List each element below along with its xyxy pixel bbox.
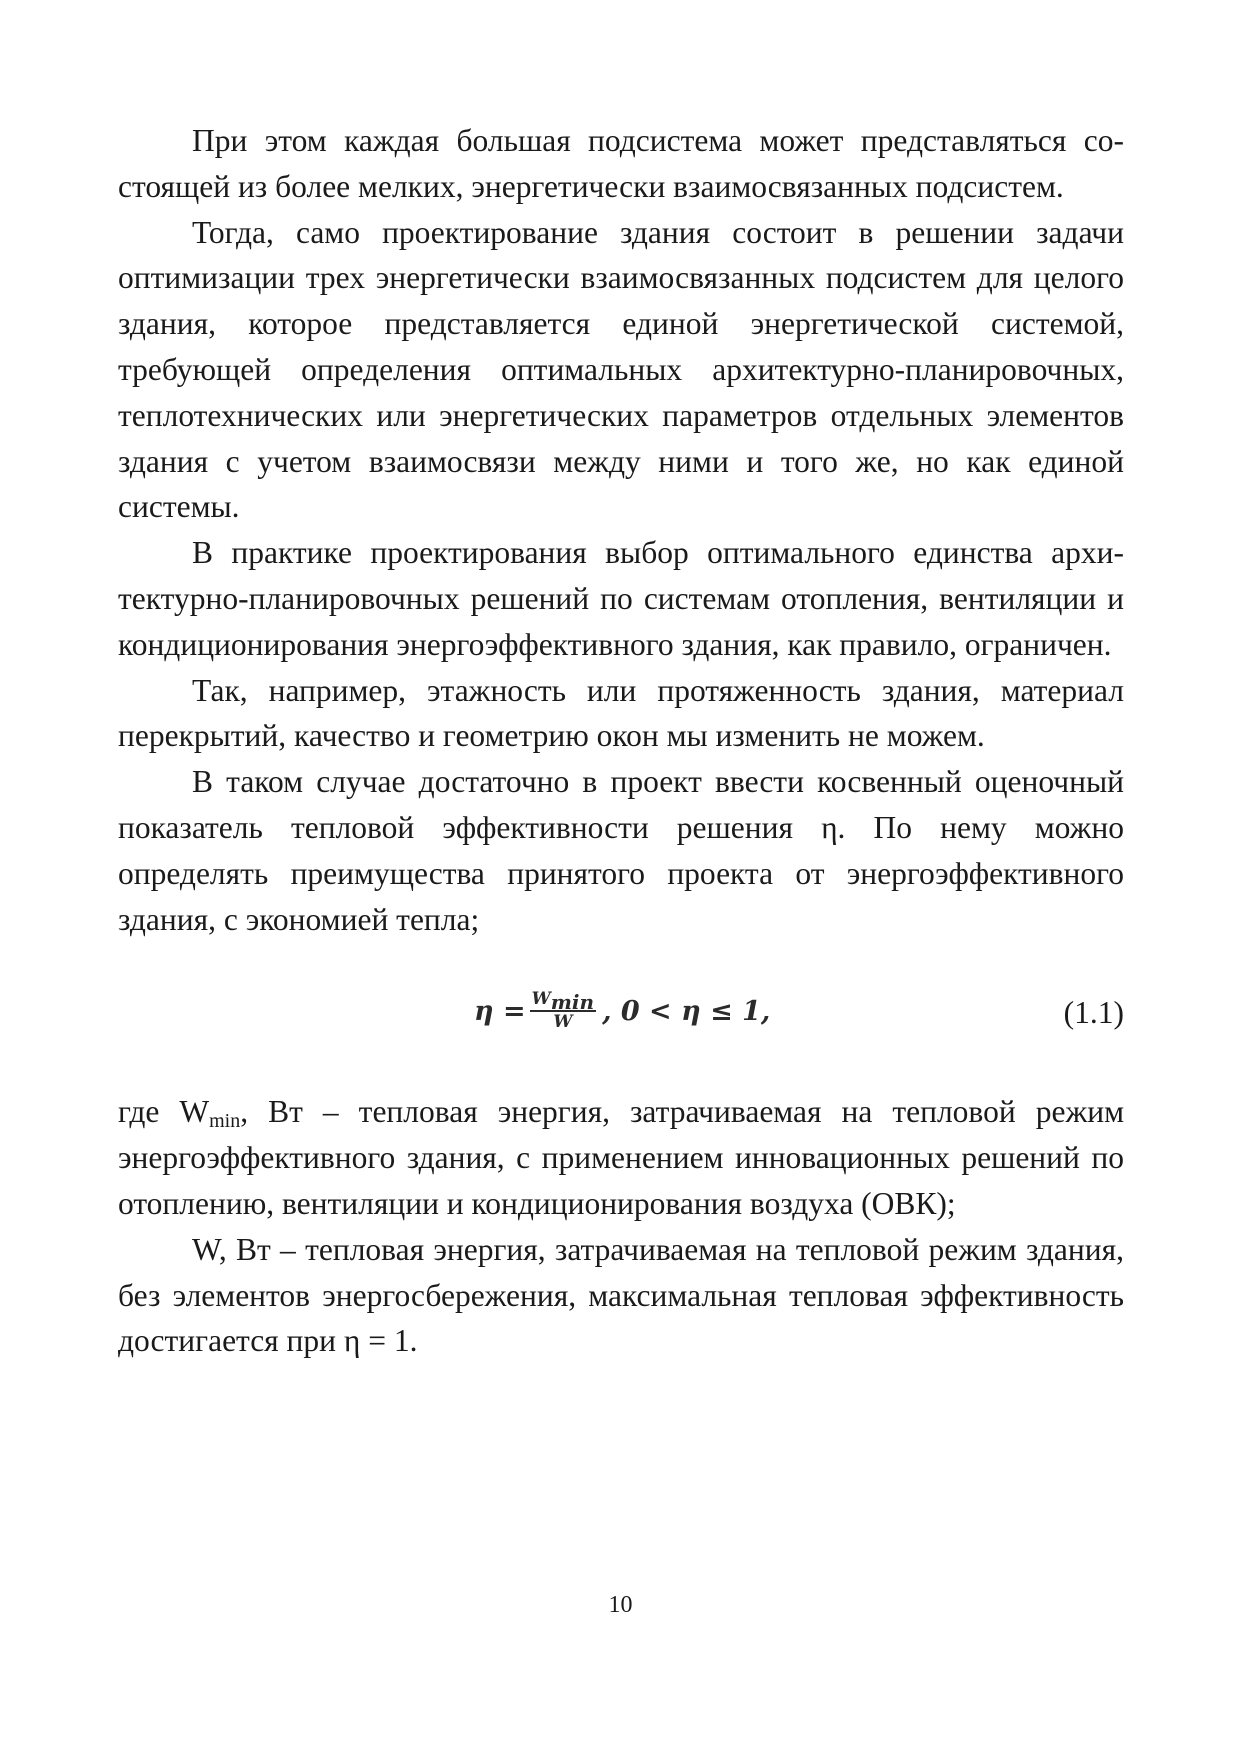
numerator-symbol: W	[531, 989, 551, 1010]
formula-rhs: , 0 < η ≤ 1,	[602, 995, 771, 1027]
definition-w: W, Вт – тепловая энергия, затрачиваемая на тепловой режим здания, без элементов энергосбережения, максимальная тепловая эффективность достигается при η = 1.	[118, 1231, 1124, 1359]
definition-symbol: W	[179, 1094, 210, 1130]
formula-numerator	[530, 989, 596, 1015]
paragraph-3: В практике проектирования выбор оптимального единства архитектурно-планировочных решений по системам отопления, вентиляции и кондиционирования энергоэффективного здания, как правило, ограничен.	[118, 535, 1124, 662]
definition-prefix: где	[118, 1094, 180, 1130]
page-body	[118, 118, 1124, 1364]
equation-1-1	[118, 954, 1124, 1089]
formula-fraction	[530, 990, 596, 1032]
definition-wmin	[118, 1089, 1124, 1226]
equation-number: (1.1)	[1063, 995, 1124, 1031]
paragraph-5: В таком случае достаточно в проект ввести косвенный оценочный показатель тепловой эффективности решения η. По нему можно определять преимущества принятого проекта от энергоэффективного здания, с экономией тепла;	[118, 764, 1124, 937]
numerator-subscript: min	[550, 990, 595, 1015]
definition-text: , Вт – тепловая энергия, затрачиваемая на тепловой режим энергоэффективного здания, с применением инновационных решений по отоплению, вентиляции и кондиционирования воздуха (ОВК);	[118, 1094, 1124, 1221]
paragraph-1: При этом каждая большая подсистема может представляться состоящей из более мелких, энергетически взаимосвязанных подсистем.	[118, 123, 1124, 204]
paragraph-4: Так, например, этажность или протяженность здания, материал перекрытий, качество и геометрию окон мы изменить не можем.	[118, 672, 1124, 754]
definition-symbol-subscript: min	[209, 1110, 241, 1133]
page-number: 10	[608, 1592, 633, 1618]
formula-lhs: η =	[474, 995, 526, 1027]
formula-denominator: W	[553, 1012, 573, 1033]
paragraph-2: Тогда, само проектирование здания состоит в решении задачи оптимизации трех энергетически взаимосвязанных подсистем для целого здания, которое представляется единой энергетической системой, требующей определения оптимальных архитектурно-планировочных, теплотехнических или энергетических параметров отдельных элементов здания с учетом взаимосвязи между ними и того же, но как единой системы.	[118, 214, 1124, 525]
formula	[474, 990, 770, 1032]
